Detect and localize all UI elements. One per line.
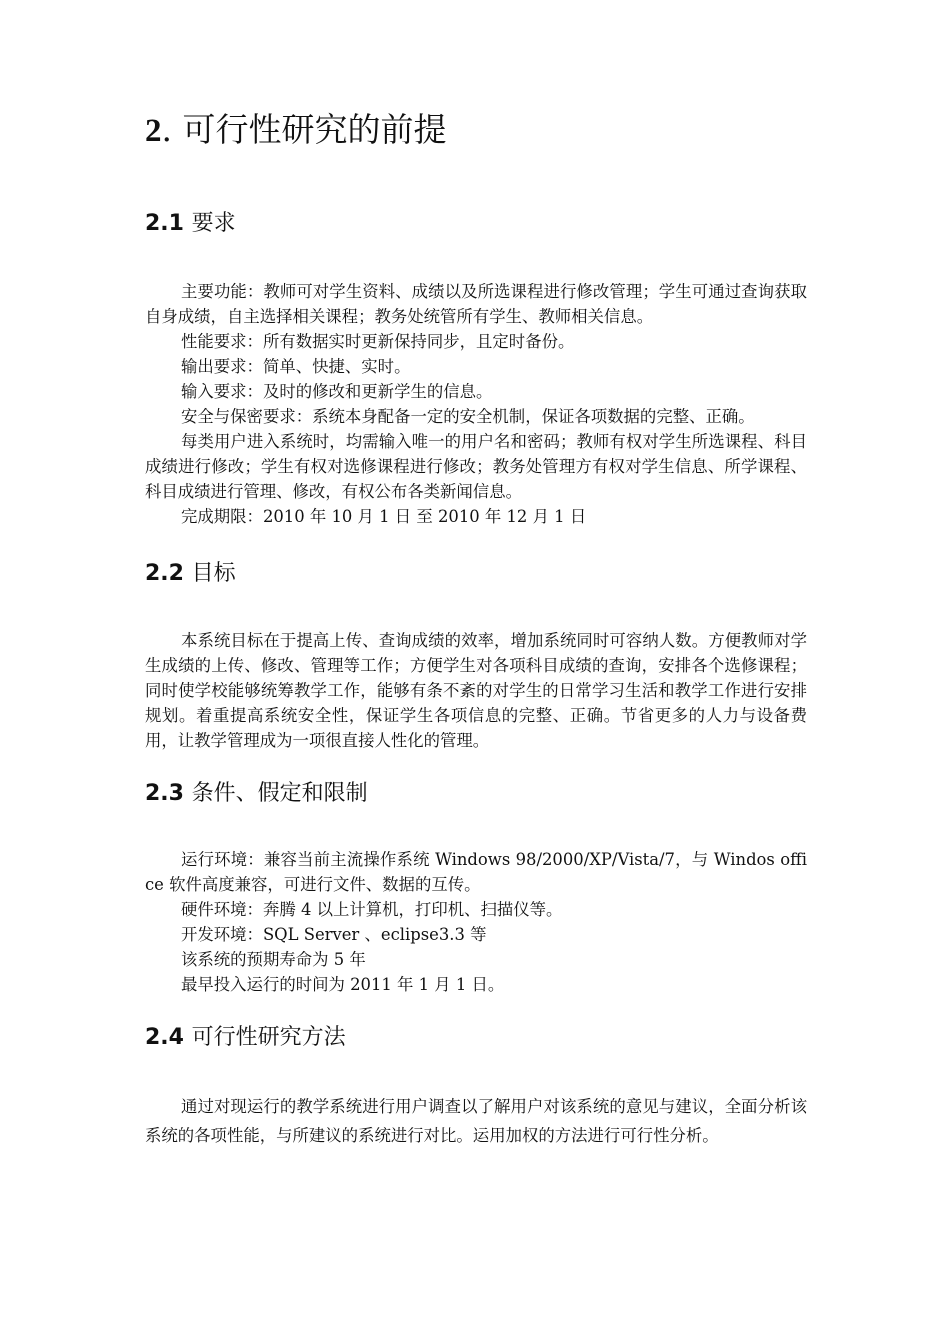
paragraph-security: 安全与保密要求：系统本身配备一定的安全机制，保证各项数据的完整、正确。 <box>181 407 755 426</box>
section-body-methods <box>145 1092 807 1150</box>
section-number: 2.2 <box>145 561 184 586</box>
paragraph-main-functions: 主要功能：教师可对学生资料、成绩以及所选课程进行修改管理；学生可通过查询获取自身成绩，自主选择相关课程；教务处统管所有学生、教师相关信息。 <box>145 282 807 326</box>
title-separator: . <box>161 110 172 149</box>
paragraph-deadline: 完成期限：2010 年 10 月 1 日 至 2010 年 12 月 1 日 <box>181 507 587 526</box>
section-body-requirements <box>145 279 807 529</box>
section-body-conditions <box>145 847 807 997</box>
paragraph-hardware-env: 硬件环境：奔腾 4 以上计算机，打印机、扫描仪等。 <box>181 900 563 919</box>
paragraph-launch-date: 最早投入运行的时间为 2011 年 1 月 1 日。 <box>181 975 505 994</box>
section-title: 目标 <box>191 561 236 586</box>
paragraph-user-access: 每类用户进入系统时，均需输入唯一的用户名和密码；教师有权对学生所选课程、科目成绩进行修改；学生有权对选修课程进行修改；教务处管理方有权对学生信息、所学课程、科目成绩进行管理、修改，有权公布各类新闻信息。 <box>145 432 807 501</box>
section-heading-goals <box>145 559 807 589</box>
section-number: 2.1 <box>145 211 184 236</box>
paragraph-lifetime: 该系统的预期寿命为 5 年 <box>181 950 366 969</box>
paragraph-goals: 本系统目标在于提高上传、查询成绩的效率，增加系统同时可容纳人数。方便教师对学生成绩的上传、修改、管理等工作；方便学生对各项科目成绩的查询，安排各个选修课程；同时使学校能够统筹教学工作，能够有条不紊的对学生的日常学习生活和教学工作进行安排规划。着重提高系统安全性，保证学生各项信息的完整、正确。节省更多的人力与设备费用，让教学管理成为一项很直接人性化的管理。 <box>145 631 807 750</box>
section-title: 条件、假定和限制 <box>191 781 368 806</box>
section-number: 2.3 <box>145 781 184 806</box>
section-title: 可行性研究方法 <box>191 1025 346 1050</box>
section-title: 要求 <box>191 211 236 236</box>
section-heading-conditions <box>145 779 807 809</box>
paragraph-output: 输出要求：简单、快捷、实时。 <box>181 357 411 376</box>
paragraph-dev-env: 开发环境：SQL Server 、eclipse3.3 等 <box>181 925 487 944</box>
title-number: 2 <box>145 113 162 149</box>
title-text: 可行性研究的前提 <box>182 110 447 149</box>
section-heading-methods <box>145 1023 807 1053</box>
paragraph-runtime-env: 运行环境：兼容当前主流操作系统 Windows 98/2000/XP/Vista/7，与 Windos office 软件高度兼容，可进行文件、数据的互传。 <box>145 850 807 894</box>
section-heading-requirements <box>145 209 807 239</box>
paragraph-input: 输入要求：及时的修改和更新学生的信息。 <box>181 382 493 401</box>
section-body-goals <box>145 628 807 753</box>
section-number: 2.4 <box>145 1025 184 1050</box>
paragraph-methods: 通过对现运行的教学系统进行用户调查以了解用户对该系统的意见与建议，全面分析该系统的各项性能，与所建议的系统进行对比。运用加权的方法进行可行性分析。 <box>145 1097 807 1145</box>
page-title <box>145 0 807 157</box>
paragraph-performance: 性能要求：所有数据实时更新保持同步，且定时备份。 <box>181 332 575 351</box>
